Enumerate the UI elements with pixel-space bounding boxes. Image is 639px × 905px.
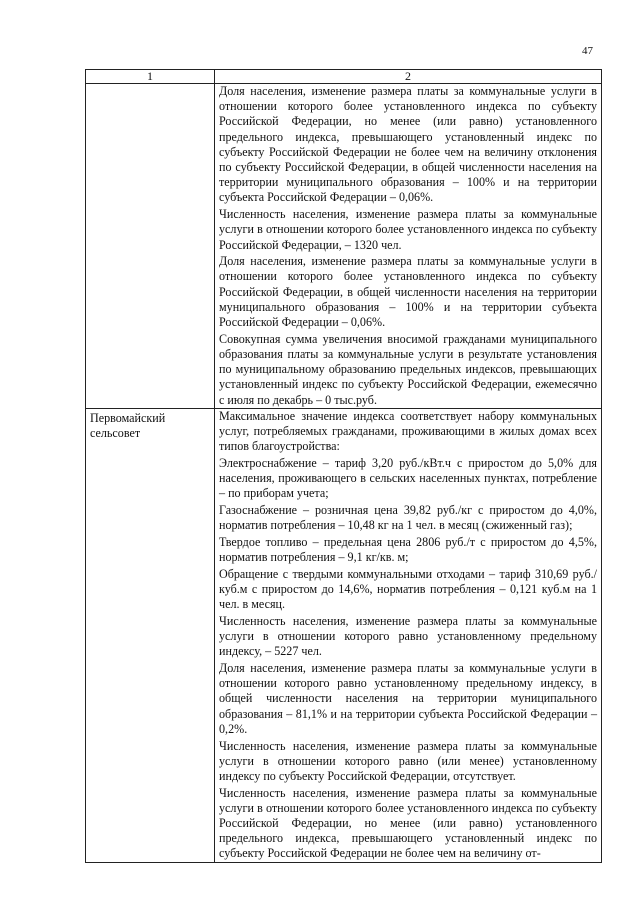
table-row	[86, 408, 602, 862]
paragraph: Доля населения, изменение размера платы за коммунальные услуги в отношении которого более установленного индекса по субъекту Российской Федерации, но менее (или равно) установленного предельного индекса, превышающего установленный индекс по субъекту Российской Федерации не более чем на величину отклонения по субъекту Российской Федерации, в общей численности населения на территории муниципального образования – 100% и на территории субъекта Российской Федерации – 0,06%.	[219, 84, 597, 205]
description-cell	[215, 84, 602, 409]
column-header-2: 2	[215, 70, 602, 84]
region-cell	[86, 84, 215, 409]
paragraph: Совокупная сумма увеличения вносимой гражданами муниципального образования платы за коммунальные услуги в результате установления по муниципальному образованию предельных индексов, превышающих установленный индекс по субъекту Российской Федерации, ежемесячно с июля по декабрь – 0 тыс.руб.	[219, 331, 597, 407]
paragraph: Доля населения, изменение размера платы за коммунальные услуги в отношении которого более установленного индекса по субъекту Российской Федерации, в общей численности населения на территории муниципального образования – 100% и на территории субъекта Российской Федерации – 0,06%.	[219, 254, 597, 330]
column-header-1: 1	[86, 70, 215, 84]
paragraph: Обращение с твердыми коммунальными отходами – тариф 310,69 руб./куб.м с приростом до 14,6%, норматив потребления – 0,121 куб.м на 1 чел. в месяц.	[219, 566, 597, 612]
paragraph: Численность населения, изменение размера платы за коммунальные услуги в отношении которого равно установленному предельному индексу, – 5227 чел.	[219, 613, 597, 659]
paragraph: Численность населения, изменение размера платы за коммунальные услуги в отношении которого равно (или менее) установленному индексу по субъекту Российской Федерации, отсутствует.	[219, 738, 597, 783]
paragraph: Доля населения, изменение размера платы за коммунальные услуги в отношении которого равно установленному предельному индексу, в общей численности населения на территории муниципального образования – 81,1% и на территории субъекта Российской Федерации – 0,2%.	[219, 661, 597, 736]
paragraph: Твердое топливо – предельная цена 2806 руб./т с приростом до 4,5%, норматив потребления – 9,1 кг/кв. м;	[219, 534, 597, 565]
paragraph: Газоснабжение – розничная цена 39,82 руб./кг с приростом до 4,0%, норматив потребления – 10,48 кг на 1 чел. в месяц (сжиженный газ);	[219, 502, 597, 533]
paragraph: Максимальное значение индекса соответствует набору коммунальных услуг, потребляемых гражданами, проживающими в жилых домах всех типов благоустройства:	[219, 408, 597, 454]
description-cell	[215, 408, 602, 862]
paragraph: Численность населения, изменение размера платы за коммунальные услуги в отношении которого более установленного индекса по субъекту Российской Федерации, но менее (или равно) установленного предельного индекса, превышающего установленный индекс по субъекту Российской Федерации не более чем на величину от-	[219, 785, 597, 861]
page-number: 47	[582, 45, 593, 57]
paragraph: Численность населения, изменение размера платы за коммунальные услуги в отношении которого более установленного индекса по субъекту Российской Федерации, – 1320 чел.	[219, 207, 597, 252]
table-header-row	[86, 70, 602, 84]
paragraph: Электроснабжение – тариф 3,20 руб./кВт.ч с приростом до 5,0% для населения, проживающего в сельских населенных пунктах, потребление – по приборам учета;	[219, 455, 597, 501]
region-cell: Первомайский сельсовет	[86, 408, 215, 862]
data-table	[85, 69, 602, 863]
table-row	[86, 84, 602, 409]
